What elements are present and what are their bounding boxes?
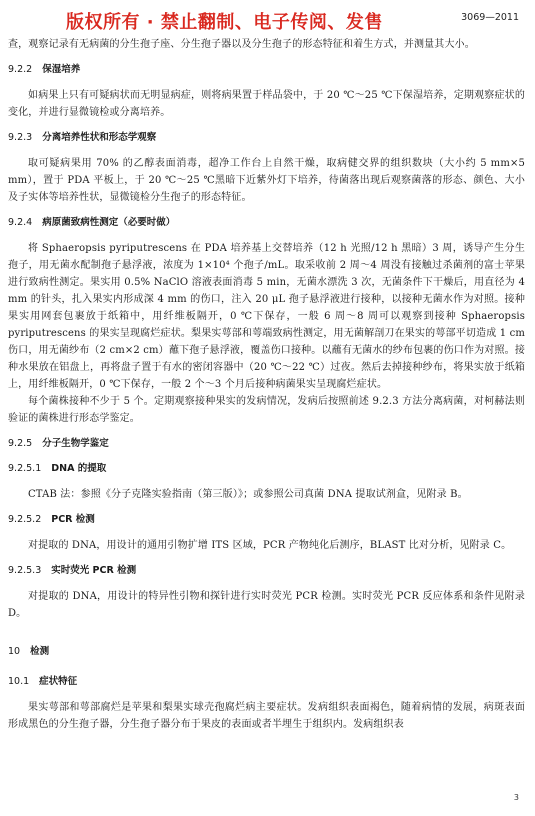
page-header	[0, 6, 535, 32]
section-number: 9.2.5	[8, 438, 33, 449]
paragraph-9-2-5-1: CTAB 法：参照《分子克隆实验指南（第三版）》；或参照公司真菌 DNA 提取试剂盒，见附录 B。	[28, 489, 468, 500]
section-heading-9-2-5-3	[8, 563, 525, 579]
paragraph-9-2-5-2: 对提取的 DNA，用设计的通用引物扩增 ITS 区域，PCR 产物纯化后测序，BLAST 比对分析，见附录 C。	[28, 540, 512, 551]
section-number: 9.2.3	[8, 132, 33, 143]
section-heading-9-2-5-2	[8, 512, 525, 528]
section-heading-9-2-5-1	[8, 461, 525, 477]
paragraph-9-2-5-3: 对提取的 DNA，用设计的特异性引物和探针进行实时荧光 PCR 检测。实时荧光 PCR 反应体系和条件见附录 D。	[8, 591, 525, 619]
standard-number: 3069—2011	[461, 12, 519, 23]
section-heading-10-1	[8, 674, 525, 690]
paragraph-9-2-4-b: 每个菌株接种不少于 5 个。定期观察接种果实的发病情况，发病后按照前述 9.2.3 方法分离病菌，对柯赫法则验证的菌株进行形态学鉴定。	[8, 396, 525, 424]
paragraph-9-2-4-a: 将 Sphaeropsis pyriputrescens 在 PDA 培养基上交替培养（12 h 光照/12 h 黑暗）3 周，诱导产生分生孢子，用无菌水配制孢子悬浮液，浓度为 1×10⁴ 个孢子/mL。取采收前 2 周～4 周没有接触过杀菌剂的富士苹果进行致病性测定。果实用 0.5% NaClO 溶液表面消毒 5 min，无菌水漂洗 3 次，无菌条件下干燥后，用直径为 4 mm 的针头，扎入果实内形成深 4 mm 的伤口，注入 20 μL 孢子悬浮液进行接种，以接种无菌水作为对照。接种果实用网套包裹放于纸箱中，用纤维板隔开，0 ℃下保存，一般 6 周～8 周可以观察到接种 Sphaeropsis pyriputrescens 的果实呈现腐烂症状。梨果实萼部和萼端致病性测定，用无菌解剖刀在果实的萼部平切造成 1 cm 伤口，用无菌纱布（2 cm×2 cm）蘸下孢子悬浮液，覆盖伤口接种。以蘸有无菌水的纱布包裹的伤口作为对照。接种水果放在铝盘上，再将盘子置于有水的密闭容器中（20 ℃～22 ℃）过夜。然后去掉接种纱布，将果实放于纸箱上，用纤维板隔开，0 ℃下保存，一般 2 个～3 个月后接种病菌果实呈现腐烂症状。	[8, 243, 525, 390]
section-title: DNA 的提取	[51, 463, 107, 474]
section-number: 10	[8, 646, 21, 657]
section-title: 保湿培养	[42, 64, 81, 75]
section-title: 病原菌致病性测定（必要时做）	[42, 217, 176, 228]
document-body	[8, 36, 525, 733]
section-title: 分子生物学鉴定	[42, 438, 109, 449]
section-title: 症状特征	[39, 676, 78, 687]
section-title: PCR 检测	[51, 514, 95, 525]
section-heading-9-2-2	[8, 62, 525, 78]
section-number: 9.2.2	[8, 64, 33, 75]
section-number: 9.2.5.1	[8, 463, 42, 474]
section-number: 9.2.5.2	[8, 514, 42, 525]
copyright-watermark: 版权所有 · 禁止翻制、电子传阅、发售	[66, 12, 383, 33]
section-title: 实时荧光 PCR 检测	[51, 565, 137, 576]
section-heading-9-2-4	[8, 215, 525, 231]
section-number: 9.2.4	[8, 217, 33, 228]
paragraph-9-2-2: 如病果上只有可疑病状而无明显病症，则将病果置于样品袋中，于 20 ℃～25 ℃下保湿培养，定期观察症状的变化，并进行显微镜检或分离培养。	[8, 90, 525, 118]
section-heading-9-2-3	[8, 130, 525, 146]
section-number: 9.2.5.3	[8, 565, 42, 576]
paragraph-continued: 查，观察记录有无病菌的分生孢子座、分生孢子器以及分生孢子的形态特征和着生方式，并测量其大小。	[8, 39, 475, 50]
section-heading-9-2-5	[8, 436, 525, 452]
section-heading-10	[8, 644, 525, 660]
paragraph-10-1: 果实萼部和萼部腐烂是苹果和梨果实球壳孢腐烂病主要症状。发病组织表面褐色，随着病情的发展，病斑表面形成黑色的分生孢子器，分生孢子器分布于果皮的表面或者半埋生于组织内。发病组织表	[8, 702, 525, 730]
section-number: 10.1	[8, 676, 30, 687]
section-title: 检测	[30, 646, 50, 657]
page-number: 3	[513, 793, 519, 802]
paragraph-9-2-3: 取可疑病果用 70% 的乙醇表面消毒，超净工作台上自然干燥，取病健交界的组织数块（大小约 5 mm×5 mm），置于 PDA 平板上，于 20 ℃～25 ℃黑暗下近紫外灯下培养，待菌落出现后观察菌落的形态、颜色、大小及子实体等培养性状，显微镜检分生孢子的形态特征。	[8, 158, 525, 203]
section-title: 分离培养性状和形态学观察	[42, 132, 157, 143]
